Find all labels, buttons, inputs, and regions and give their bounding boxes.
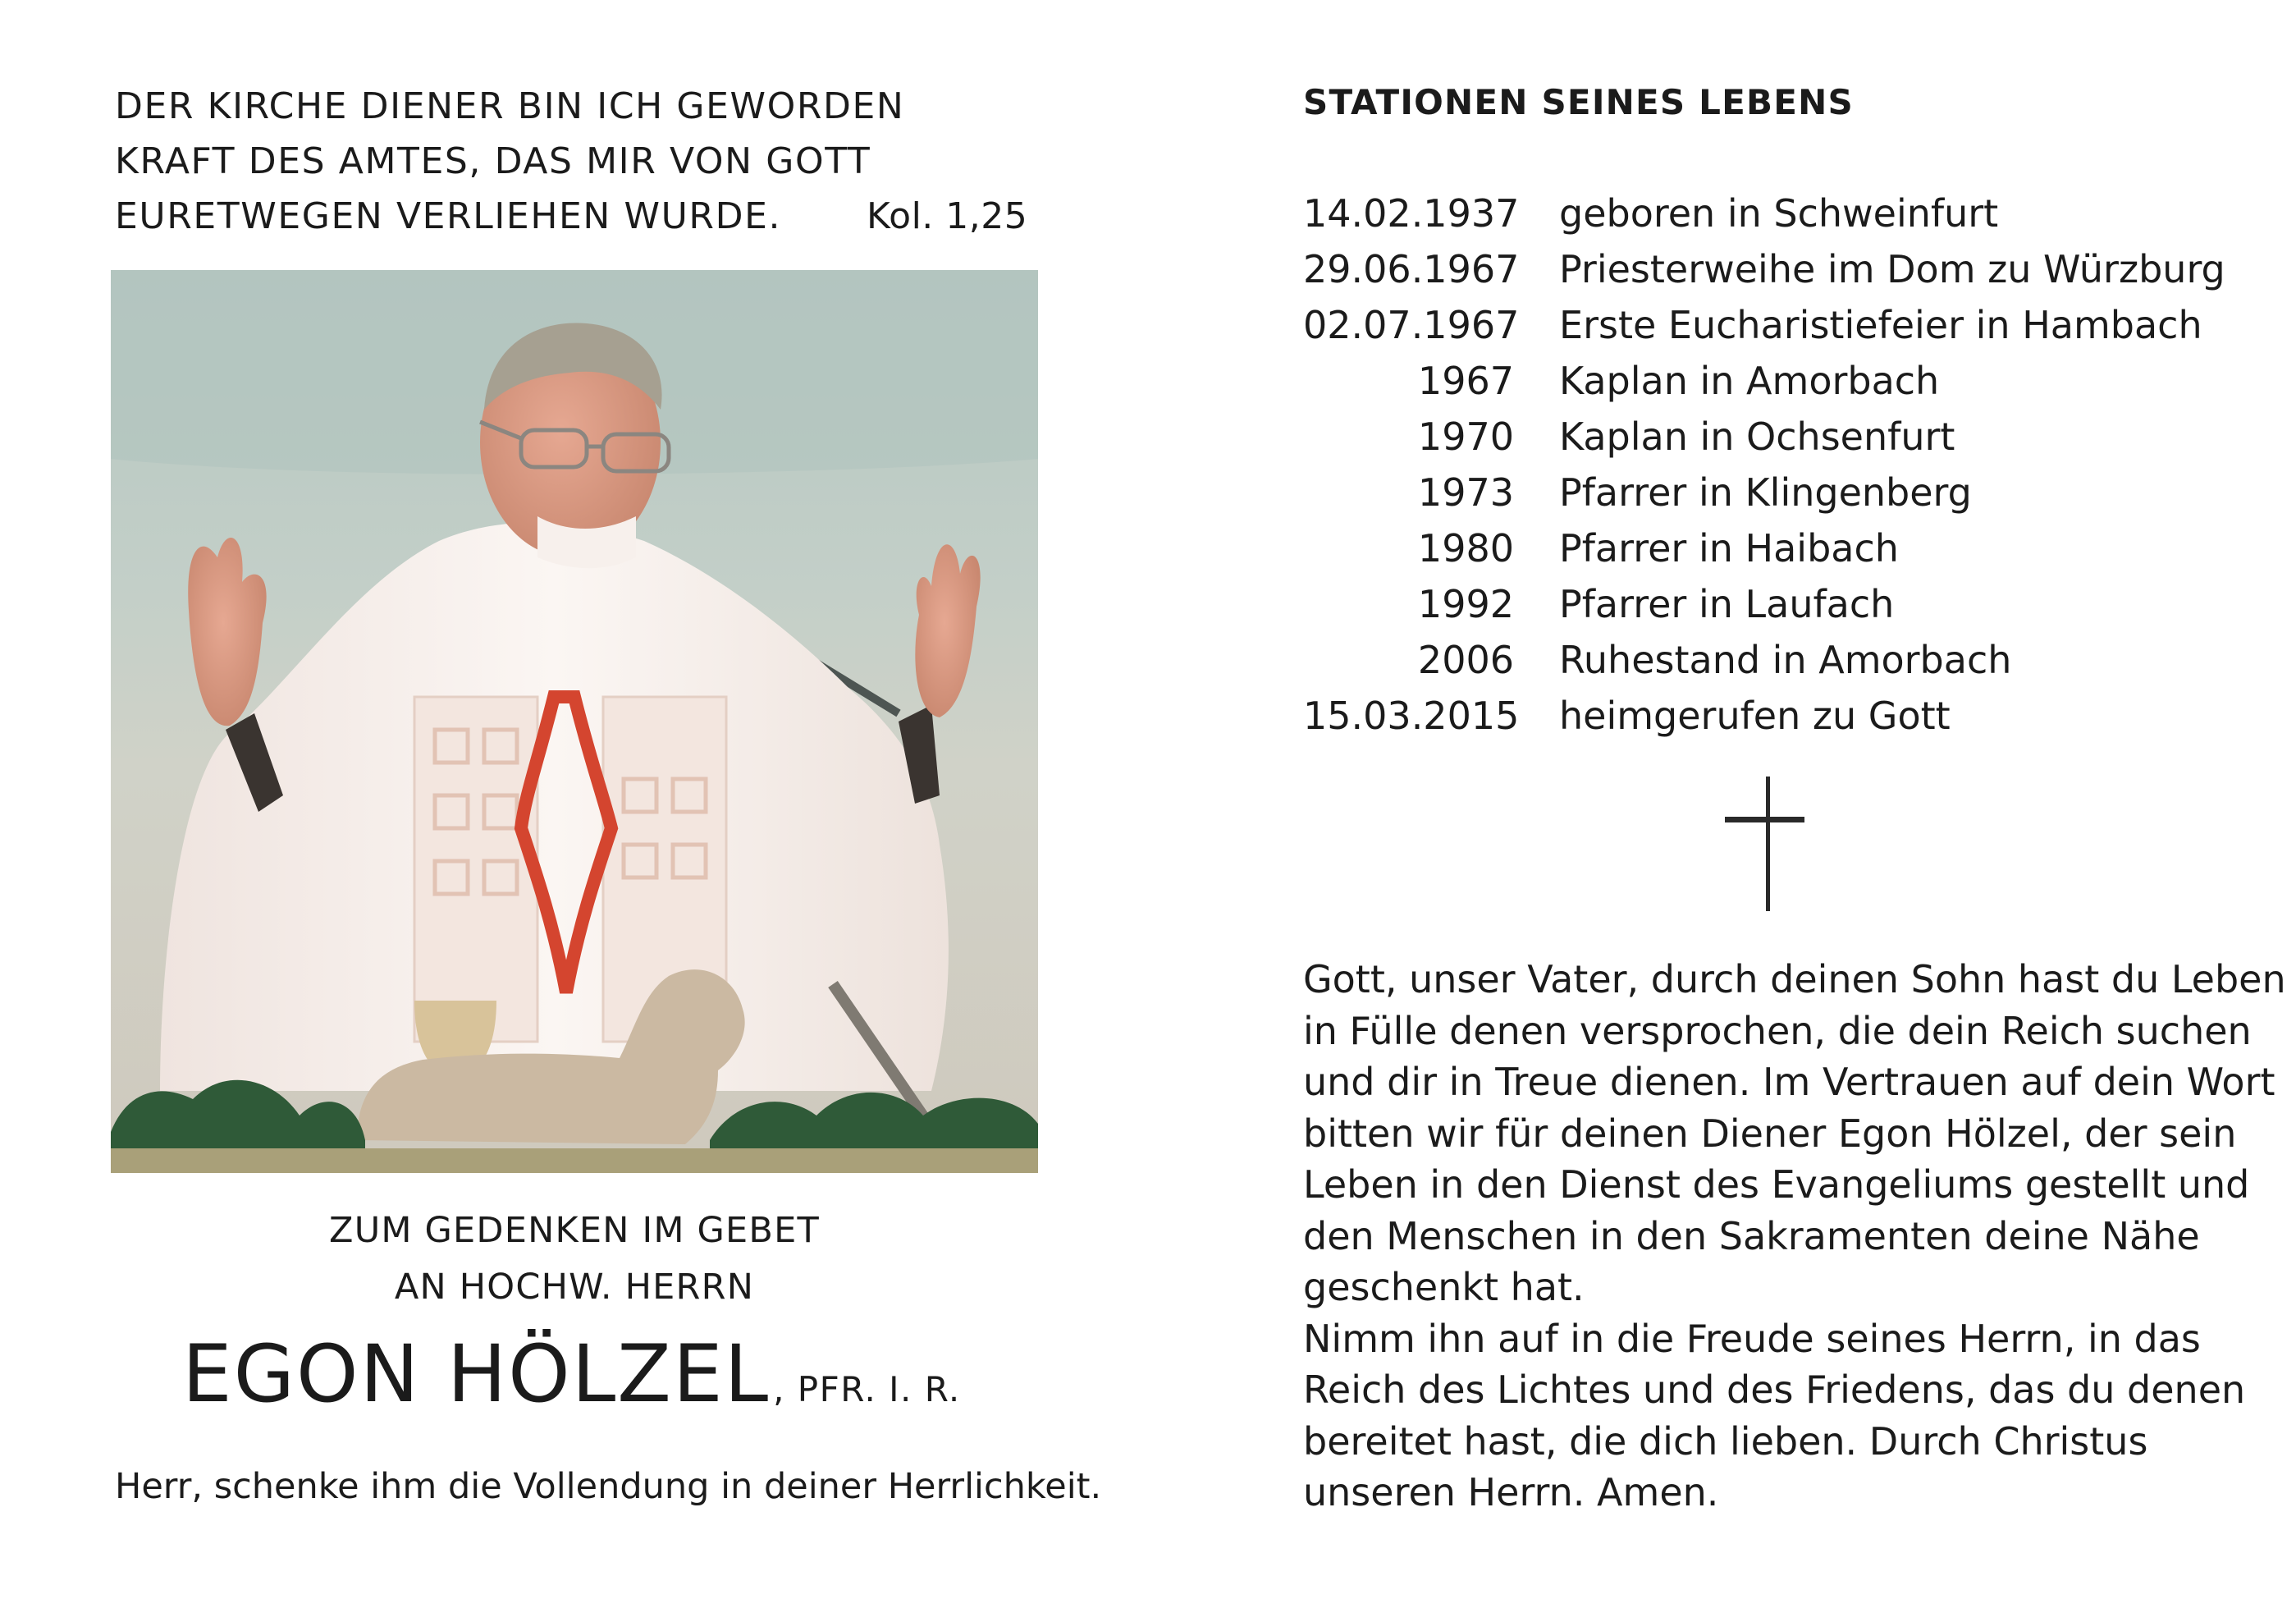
cross-horizontal-bar bbox=[1725, 817, 1804, 822]
station-text: Kaplan in Ochsenfurt bbox=[1559, 415, 1955, 459]
station-text: Pfarrer in Laufach bbox=[1559, 582, 1895, 626]
prayer-line: Gott, unser Vater, durch deinen Sohn hast du Leben bbox=[1303, 957, 2286, 1001]
station-date: 1980 bbox=[1417, 526, 1514, 570]
prayer-line: Nimm ihn auf in die Freude seines Herrn, in das bbox=[1303, 1316, 2201, 1361]
prayer-line: bitten wir für deinen Diener Egon Hölzel, der sein bbox=[1303, 1111, 2237, 1156]
station-date: 14.02.1937 bbox=[1303, 191, 1520, 236]
prayer-text bbox=[1303, 954, 2286, 1519]
station-text: Ruhestand in Amorbach bbox=[1559, 638, 2012, 682]
prayer-line: Reich des Lichtes und des Friedens, das du denen bbox=[1303, 1368, 2246, 1412]
station-date: 2006 bbox=[1417, 638, 1514, 682]
memorial-line-1: ZUM GEDENKEN IM GEBET bbox=[329, 1210, 820, 1251]
station-text: geboren in Schweinfurt bbox=[1559, 191, 1999, 236]
prayer-line: Leben in den Dienst des Evangeliums gestellt und bbox=[1303, 1162, 2250, 1207]
station-date: 1973 bbox=[1417, 470, 1514, 515]
quote-line: EURETWEGEN VERLIEHEN WURDE. bbox=[115, 195, 782, 237]
station-date: 1992 bbox=[1417, 582, 1514, 626]
cross-icon bbox=[1723, 777, 1805, 913]
blessing-line: Herr, schenke ihm die Vollendung in deiner Herrlichkeit. bbox=[115, 1466, 1102, 1507]
station-row bbox=[1303, 300, 2247, 356]
life-stations-list bbox=[1303, 189, 2247, 747]
station-row bbox=[1303, 580, 2247, 635]
station-row bbox=[1303, 245, 2247, 300]
station-row bbox=[1303, 189, 2247, 245]
station-row bbox=[1303, 524, 2247, 580]
station-text: Erste Eucharistiefeier in Hambach bbox=[1559, 303, 2202, 347]
station-text: Pfarrer in Haibach bbox=[1559, 526, 1899, 570]
station-row bbox=[1303, 635, 2247, 691]
deceased-name-row bbox=[182, 1328, 961, 1420]
quote-line: DER KIRCHE DIENER BIN ICH GEWORDEN bbox=[115, 85, 905, 127]
station-date: 1967 bbox=[1417, 359, 1514, 403]
station-text: Priesterweihe im Dom zu Würzburg bbox=[1559, 247, 2225, 291]
prayer-line: bereitet hast, die dich lieben. Durch Christus bbox=[1303, 1418, 2148, 1464]
memorial-line-2: AN HOCHW. HERRN bbox=[394, 1267, 755, 1308]
station-date: 15.03.2015 bbox=[1303, 694, 1520, 738]
deceased-name: EGON HÖLZEL bbox=[182, 1328, 771, 1420]
station-date: 02.07.1967 bbox=[1303, 303, 1520, 347]
prayer-line: und dir in Treue dienen. Im Vertrauen auf dein Wort bbox=[1303, 1060, 2275, 1104]
station-text: Pfarrer in Klingenberg bbox=[1559, 470, 1972, 515]
prayer-line: unseren Herrn. Amen. bbox=[1303, 1470, 1719, 1514]
station-row bbox=[1303, 356, 2247, 412]
prayer-line: in Fülle denen versprochen, die dein Reich suchen bbox=[1303, 1008, 2252, 1053]
prayer-line: geschenkt hat. bbox=[1303, 1265, 1585, 1309]
portrait-photo bbox=[111, 270, 1038, 1173]
station-row bbox=[1303, 468, 2247, 524]
quote-reference: Kol. 1,25 bbox=[867, 195, 1028, 237]
title-suffix: , PFR. I. R. bbox=[773, 1369, 961, 1409]
life-stations-heading: STATIONEN SEINES LEBENS bbox=[1303, 82, 1854, 122]
station-date: 1970 bbox=[1417, 415, 1514, 459]
scripture-quote bbox=[115, 79, 1028, 244]
station-row bbox=[1303, 412, 2247, 468]
quote-line: KRAFT DES AMTES, DAS MIR VON GOTT bbox=[115, 140, 871, 182]
priest-at-altar-image bbox=[111, 270, 1038, 1173]
station-date: 29.06.1967 bbox=[1303, 247, 1520, 291]
cross-vertical-bar bbox=[1766, 777, 1770, 911]
prayer-line: den Menschen in den Sakramenten deine Nähe bbox=[1303, 1213, 2200, 1258]
station-row bbox=[1303, 691, 2247, 747]
station-text: heimgerufen zu Gott bbox=[1559, 694, 1951, 738]
station-text: Kaplan in Amorbach bbox=[1559, 359, 1940, 403]
